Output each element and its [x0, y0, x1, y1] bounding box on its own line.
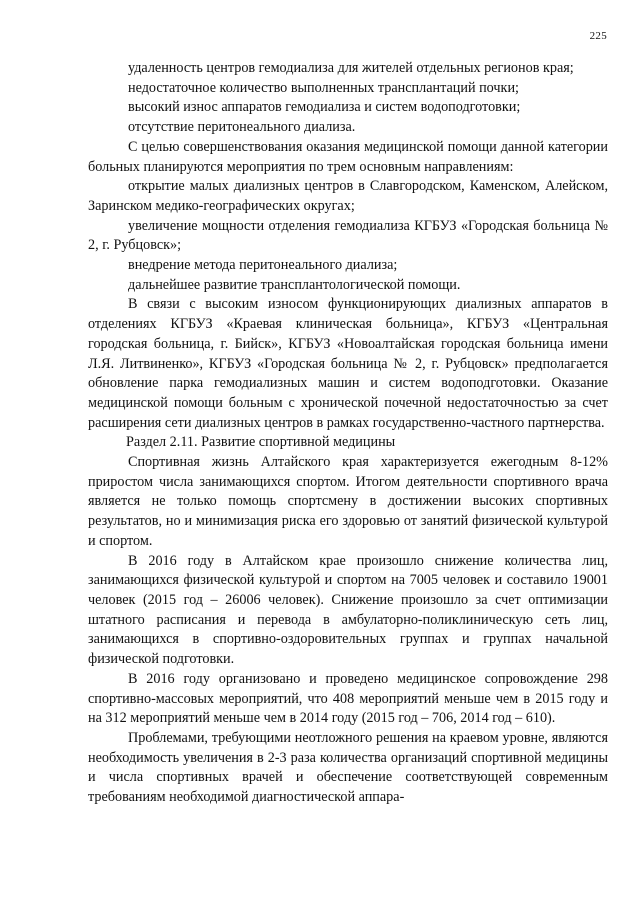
paragraph-capacity-increase: увеличение мощности отделения гемодиализа КГБУЗ «Городская больница № 2, г. Рубцовск»;	[88, 217, 608, 254]
paragraph-dialysis-distance: удаленность центров гемодиализа для жителей отдельных регионов края;	[128, 60, 574, 76]
page-body	[88, 59, 608, 808]
paragraph-sports-life: Спортивная жизнь Алтайского края характеризуется ежегодным 8-12% приростом числа занимающихся спортом. Итогом деятельности спортивного врача является не только помощь спортсмену в достижении высоких спортивных результатов, но и минимизация риска его здоровью от занятий физической культурой и спортом.	[88, 454, 608, 549]
paragraph-small-centers: открытие малых диализных центров в Славгородском, Каменском, Алейском, Заринском медико-географических округах;	[88, 178, 608, 214]
paragraph-peritoneal-absence: отсутствие перитонеального диализа.	[128, 119, 356, 136]
paragraph-2016-decrease: В 2016 году в Алтайском крае произошло снижение количества лиц, занимающихся физической культурой и спортом на 7005 человек и составило 19001 человек (2015 год – 26006 человек). Снижение произошло за счет оптимизации штатного расписания и перевода в амбулаторно-поликлиническую сеть лиц, занимающихся в спортивно-оздоровительных группах и группах начальной физической подготовки.	[88, 552, 608, 668]
paragraph-2016-events: В 2016 году организовано и проведено медицинское сопровождение 298 спортивно-массовых мероприятий, что 408 мероприятий меньше чем в 2015 году и на 312 мероприятий меньше чем в 2014 году (2015 год – 706, 2014 год – 610).	[88, 670, 608, 727]
paragraph-transplant-development: дальнейшее развитие трансплантологической помощи.	[128, 276, 461, 293]
paragraph-equipment-wear: высокий износ аппаратов гемодиализа и систем водоподготовки;	[128, 99, 521, 116]
paragraph-problems: Проблемами, требующими неотложного решения на краевом уровне, являются необходимость увеличения в 2-3 раза количества организаций спортивной медицины и числа спортивных врачей и обеспечение соответствующей современным требованиям необходимой диагностической аппара-	[88, 729, 608, 806]
paragraph-equipment-renewal: В связи с высоким износом функционирующих диализных аппаратов в отделениях КГБУЗ «Краевая клиническая больница», КГБУЗ «Центральная городская больница, г. Бийск», КГБУЗ «Новоалтайская городская больница имени Л.Я. Литвиненко», КГБУЗ «Городская больница № 2, г. Рубцовск» предполагается обновление парка гемодиализных машин и систем водоподготовки. Оказание медицинской помощи больным с хронической почечной недостаточностью за счет расширения сети диализных центров в рамках государственно-частного партнерства.	[88, 296, 608, 431]
paragraph-peritoneal-introduction: внедрение метода перитонеального диализа;	[128, 257, 398, 274]
paragraph-transplant-shortage: недостаточное количество выполненных трансплантаций почки;	[128, 79, 519, 96]
paragraph-improvement-intro: С целью совершенствования оказания медицинской помощи данной категории больных планируются мероприятия по трем основным направлениям:	[88, 138, 608, 175]
page-number: 225	[589, 30, 607, 42]
section-title: Раздел 2.11. Развитие спортивной медицины	[126, 434, 396, 451]
